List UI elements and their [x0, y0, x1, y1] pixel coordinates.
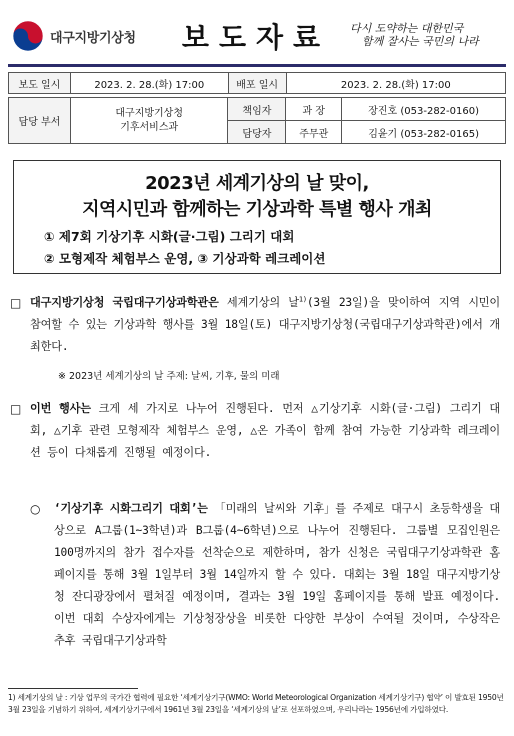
footnote-divider	[8, 688, 138, 689]
subheadline-2: ② 모형제작 체험부스 운영, ③ 기상과학 레크레이션	[44, 251, 326, 266]
org-name: 대구지방기상청	[50, 31, 136, 46]
paragraph-1-part-a: 세계기상의 날	[218, 296, 299, 309]
contact-label: 담당자	[228, 121, 286, 144]
headline-line-2: 지역시민과 함께하는 기상과학 특별 행사 개최	[82, 199, 432, 220]
paragraph-1-text	[30, 292, 500, 358]
report-date-label: 보도 일시	[9, 73, 71, 94]
footnote-ref: 1)	[298, 295, 307, 304]
headline-line-1: 2023년 세계기상의 날 맞이,	[145, 173, 369, 194]
circle-bullet: ○	[30, 502, 41, 516]
release-info-table	[8, 72, 506, 94]
department	[70, 98, 228, 144]
responsible-title: 과 장	[286, 98, 342, 121]
paragraph-2-text	[30, 398, 500, 464]
paragraph-2-rest: 크게 세 가지로 나누어 진행된다. 먼저 △기상기후 시화(글·그림) 그리기 대회, △기후 관련 모형제작 체험부스 운영, △온 가족이 함께 참여 가능한 기상과학 레크레이션 등이 다채롭게 진행될 예정이다.	[30, 402, 500, 459]
paragraph-1-part-b: (3월 23일)을 맞이하여 지역 시민이 참여할 수 있는 기상과학 행사를 3월 18일(토) 대구지방기상청(국립대구기상과학관)에서 개최한다.	[30, 296, 501, 353]
square-bullet: □	[10, 296, 22, 310]
paragraph-1	[10, 292, 500, 358]
responsible-name-phone: 장진호 (053-282-0160)	[342, 98, 506, 121]
subheadline-1: ① 제7회 기상기후 시화(글·그림) 그리기 대회	[44, 229, 295, 244]
contact-title: 주무관	[286, 121, 342, 144]
paragraph-3	[10, 498, 500, 652]
theme-note: ※ 2023년 세계기상의 날 주제: 날씨, 기후, 물의 미래	[58, 371, 280, 382]
doc-title: 보도자료	[181, 21, 331, 54]
headline-box	[13, 160, 501, 274]
footnote: 1) 세계기상의 날 : 기상 업무의 국가간 협력에 필요한 ‘세계기상기구(WMO: World Meteorological Organization 세계기상기구) 협약’ 이 발효된 1950년 3월 23일을 기념하기 위하여, 세계기상기구에서 1961년 3월 23일을 ‘세계기상의 날’로 선포하였으며, 우리나라는 1956년에 가입하였다.	[8, 693, 504, 714]
press-header	[8, 10, 506, 60]
paragraph-1-lead: 대구지방기상청 국립대구기상과학관은	[30, 296, 219, 309]
square-bullet: □	[10, 402, 22, 416]
paragraph-2	[10, 398, 500, 464]
department-label: 담당 부서	[9, 98, 71, 144]
distribution-date: 2023. 2. 28.(화) 17:00	[286, 73, 505, 94]
government-slogan	[350, 22, 500, 48]
department-line-1: 대구지방기상청	[115, 107, 183, 119]
paragraph-3-text	[54, 498, 500, 652]
contact-name-phone: 김윤기 (053-282-0165)	[342, 121, 506, 144]
taegeuk-icon	[12, 20, 44, 52]
report-date: 2023. 2. 28.(화) 17:00	[70, 73, 228, 94]
slogan-line-2: 함께 잘사는 국민의 나라	[362, 35, 479, 48]
slogan-line-1: 다시 도약하는 대한민국	[350, 22, 464, 35]
paragraph-3-rest: 「미래의 날씨와 기후」를 주제로 대구시 초등학생을 대상으로 A그룹(1~3학년)과 B그룹(4~6학년)으로 나누어 진행된다. 그룹별 모집인원은 100명까지의 참가 접수자를 선착순으로 제한하며, 참가 신청은 국립대구기상과학관 홈페이지를 통해 3월 1일부터 3월 14일까지 할 수 있다. 대회는 3월 18일 대구지방기상청 잔디광장에서 펼쳐질 예정이며, 결과는 3월 19일 홈페이지를 통해 발표 예정이다. 이번 대회 수상자에게는 기상청장상을 비롯한 다양한 부상이 수여될 것이며, 수상작은 추후 국립대구기상과학	[54, 502, 500, 647]
paragraph-2-lead: 이번 행사는	[30, 402, 91, 415]
paragraph-3-lead: ‘기상기후 시화그리기 대회’는	[54, 502, 208, 515]
responsible-label: 책임자	[228, 98, 286, 121]
contact-table	[8, 97, 506, 144]
header-divider	[8, 64, 506, 67]
department-line-2: 기후서비스과	[120, 121, 179, 133]
distribution-date-label: 배포 일시	[228, 73, 286, 94]
kma-logo	[12, 18, 162, 54]
